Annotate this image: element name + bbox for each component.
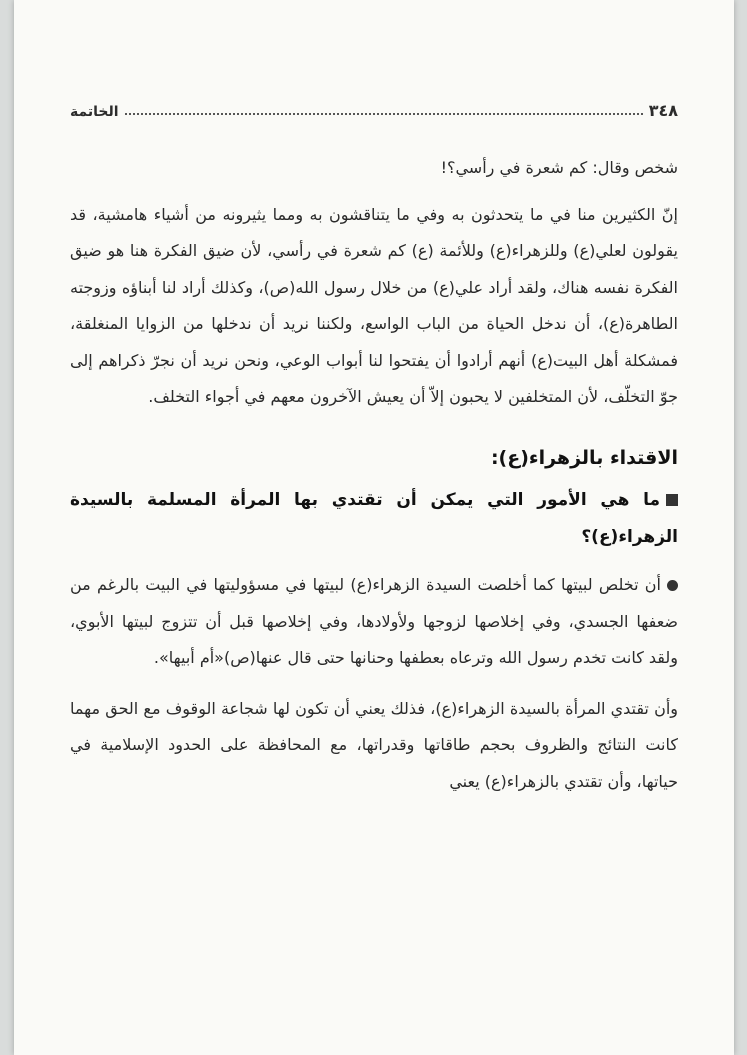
answer-paragraph <box>70 567 678 677</box>
question <box>70 482 678 555</box>
page-body <box>70 150 678 800</box>
book-page <box>14 0 734 1055</box>
question-text: ما هي الأمور التي يمكن أن تقتدي بها المرأة المسلمة بالسيدة الزهراء(ع)؟ <box>70 490 678 547</box>
square-bullet-icon <box>666 494 678 506</box>
page-number: ٣٤٨ <box>648 101 678 120</box>
paragraph-intro: إنّ الكثيرين منا في ما يتحدثون به وفي ما يتناقشون به ومما يثيرونه من أشياء هامشية، قد يقولون لعلي(ع) وللزهراء(ع) وللأئمة (ع) كم شعرة في رأسي، لأن ضيق الفكرة هنا هو ضيق الفكرة نفسه هناك، ولقد أراد علي(ع) من خلال رسول الله(ص)، وكذلك أراد لنا أبناؤه وزوجته الطاهرة(ع)، أن ندخل الحياة من الباب الواسع، ولكننا نريد أن ندخلها من الزوايا المنغلقة، فمشكلة أهل البيت(ع) أنهم أرادوا أن يفتحوا لنا أبواب الوعي، ونحن نريد أن نجرّ ذكراهم إلى جوّ التخلّف، لأن المتخلفين لا يحبون إلاّ أن يعيش الآخرون معهم في أجواء التخلف. <box>70 204 678 406</box>
section-heading: الاقتداء بالزهراء(ع): <box>490 446 678 469</box>
answer-text: أن تخلص لبيتها كما أخلصت السيدة الزهراء(ع) لبيتها في مسؤوليتها في البيت بالرغم من ضعفها الجسدي، وفي إخلاصها لزوجها ولأولادها، وفي إخلاصها قبل أن تتزوج لبيتها الأبوي، ولقد كانت تخدم رسول الله وترعاه بعطفها وحنانها حتى قال عنها(ص)«أم أبيها». <box>70 575 678 667</box>
page-header <box>70 96 678 120</box>
paragraph-continuation: شخص وقال: كم شعرة في رأسي؟! <box>440 158 678 177</box>
running-title: الخاتمة <box>70 104 119 120</box>
header-dotted-leader <box>125 113 643 115</box>
paragraph-last: وأن تقتدي المرأة بالسيدة الزهراء(ع)، فذلك يعني أن تكون لها شجاعة الوقوف مع الحق مهما كانت النتائج والظروف بحجم طاقاتها وقدراتها، مع المحافظة على الحدود الإسلامية في حياتها، وأن تقتدي بالزهراء(ع) يعني <box>70 698 678 791</box>
round-bullet-icon <box>667 580 678 591</box>
